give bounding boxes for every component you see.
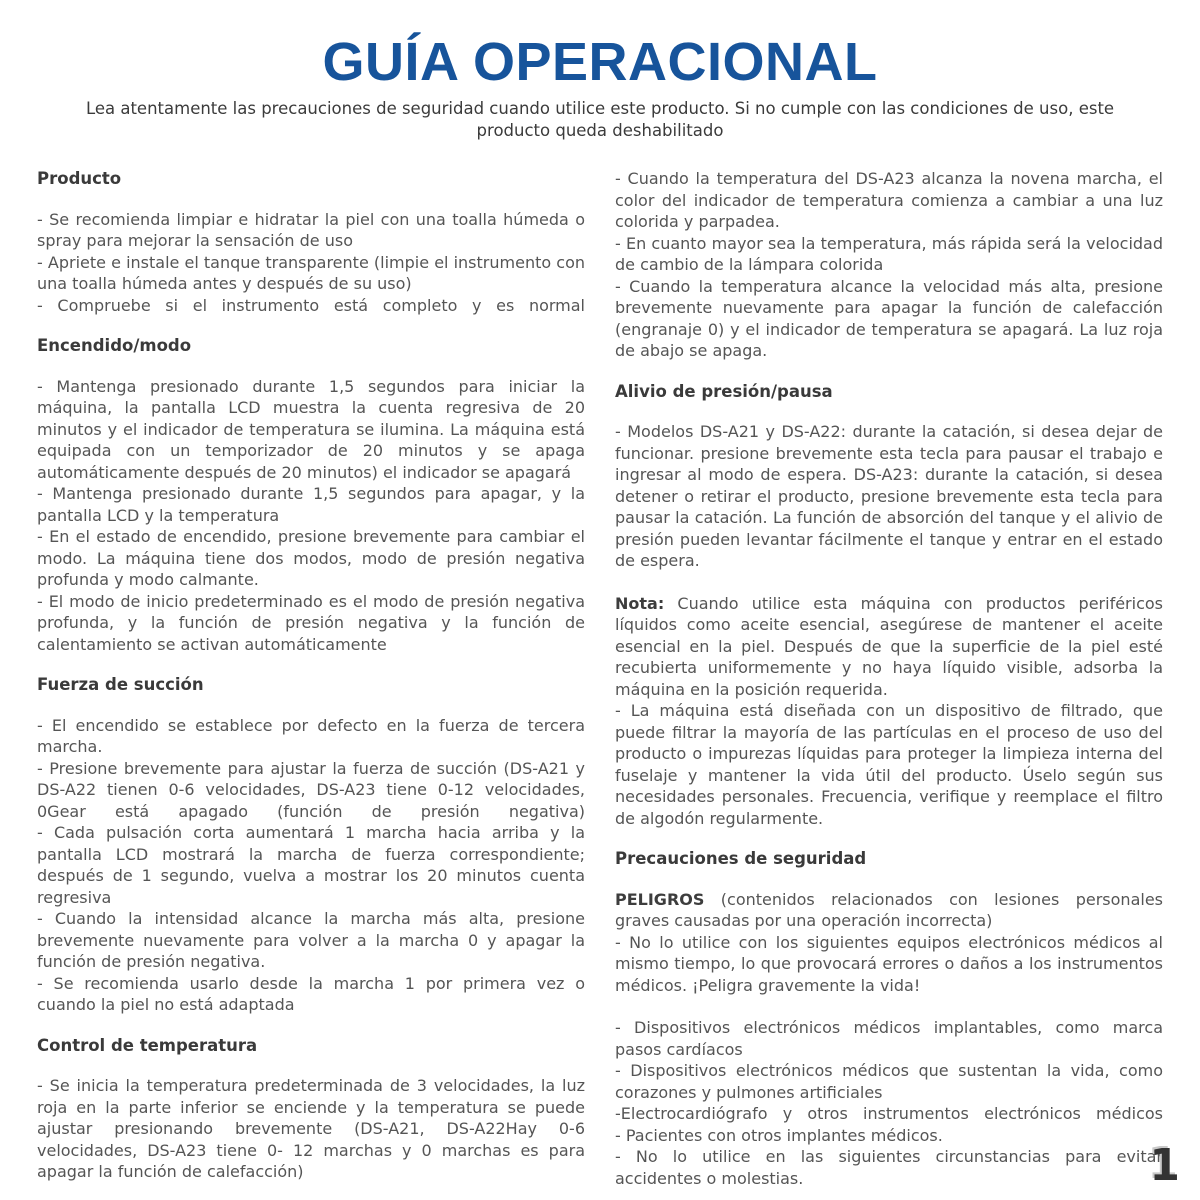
section-heading-producto: Producto: [37, 169, 122, 188]
bullet-paragraph: - Se recomienda limpiar e hidratar la piel con una toalla húmeda o spray para mejorar la sensación de uso: [37, 209, 585, 250]
two-column-body: [0, 141, 1200, 1189]
section-heading-precauciones-seguridad: Precauciones de seguridad: [615, 849, 867, 868]
bullet-paragraph: - Se inicia la temperatura predeterminada de 3 velocidades, la luz roja en la parte inferior se enciende y la temperatura se puede ajustar presionando brevemente (DS-A21, DS-A22Hay 0-6 velocidades, DS-A23 tiene 0- 12 marchas y 0 marchas es para apagar la función de calefacción): [37, 1076, 585, 1181]
bullet-paragraph: - El encendido se establece por defecto en la fuerza de tercera marcha.: [37, 715, 585, 756]
peligros-label: PELIGROS: [615, 889, 705, 909]
bullet-paragraph: - Cuando la temperatura alcance la velocidad más alta, presione brevemente nuevamente para apagar la función de calefacción (engranaje 0) y el indicador de temperatura se apagará. La luz roja de abajo se apaga.: [615, 276, 1163, 360]
section-heading-fuerza-succion: Fuerza de succión: [37, 675, 204, 694]
document-subtitle: Lea atentamente las precauciones de seguridad cuando utilice este producto. Si no cumple con las condiciones de uso, este producto queda deshabilitado: [85, 99, 1115, 140]
bullet-paragraph: - En cuanto mayor sea la temperatura, más rápida será la velocidad de cambio de la lámpara colorida: [615, 233, 1163, 274]
bullet-paragraph: - Modelos DS-A21 y DS-A22: durante la catación, si desea dejar de funcionar. presione brevemente esta tecla para pausar el trabajo e ingresar al modo de espera. DS-A23: durante la catación, si desea detener o retirar el producto, presione brevemente esta tecla para pausar la catación. La función de absorción del tanque y el alivio de presión pueden levantar fácilmente el tanque y entrar en el estado de espera.: [615, 422, 1163, 570]
bullet-paragraph: - Pacientes con otros implantes médicos.: [615, 1125, 943, 1145]
bullet-paragraph: - Dispositivos electrónicos médicos que sustentan la vida, como corazones y pulmones artificiales: [615, 1061, 1163, 1102]
document-title: GUÍA OPERACIONAL: [322, 32, 878, 92]
bullet-paragraph: - En el estado de encendido, presione brevemente para cambiar el modo. La máquina tiene dos modos, modo de presión negativa profunda y modo calmante.: [37, 527, 585, 589]
bullet-paragraph: - La máquina está diseñada con un dispositivo de filtrado, que puede filtrar la mayoría de las partículas en el proceso de uso del producto o impurezas líquidas para proteger la limpieza interna del fuselaje y mantener la vida útil del producto. Úselo según sus necesidades personales. Frecuencia, verifique y reemplace el filtro de algodón regularmente.: [615, 701, 1163, 828]
nota-text: Cuando utilice esta máquina con productos periféricos líquidos como aceite esencial, asegúrese de mantener el aceite esencial en la piel. Después de que la superficie de la piel esté recubierta uniformemente y no haya líquido visible, adsorba la máquina en la posición requerida.: [615, 593, 1164, 699]
nota-paragraph: [615, 593, 1163, 701]
peligros-paragraph: [615, 889, 1163, 932]
bullet-paragraph: - Cuando la temperatura del DS-A23 alcanza la novena marcha, el color del indicador de temperatura comienza a cambiar a una luz colorida y parpadea.: [615, 169, 1163, 231]
bullet-paragraph: - Dispositivos electrónicos médicos implantables, como marca pasos cardíacos: [615, 1018, 1163, 1059]
section-heading-encendido-modo: Encendido/modo: [37, 336, 192, 355]
bullet-paragraph: - Se recomienda usarlo desde la marcha 1 por primera vez o cuando la piel no está adaptada: [37, 973, 585, 1014]
left-column: [37, 168, 585, 1189]
bullet-paragraph: - Apriete e instale el tanque transparente (limpie el instrumento con una toalla húmeda antes y después de su uso): [37, 252, 585, 293]
bullet-paragraph: - El modo de inicio predeterminado es el modo de presión negativa profunda, y la función de presión negativa y la función de calentamiento se activan automáticamente: [37, 591, 585, 654]
bullet-paragraph: - No lo utilice con los siguientes equipos electrónicos médicos al mismo tiempo, lo que provocará errores o daños a los instrumentos médicos. ¡Peligra gravemente la vida!: [615, 932, 1163, 995]
bullet-paragraph: - Cada pulsación corta aumentará 1 marcha hacia arriba y la pantalla LCD mostrará la marcha de fuerza correspondiente; después de 1 segundo, vuelva a mostrar los 20 minutos cuenta regresiva: [37, 823, 585, 907]
peligros-text: (contenidos relacionados con lesiones personales graves causadas por una operación incorrecta): [615, 889, 1163, 930]
bullet-paragraph: - Compruebe si el instrumento está completo y es normal: [37, 295, 585, 315]
bullet-paragraph: -Electrocardiógrafo y otros instrumentos electrónicos médicos: [615, 1104, 1163, 1123]
document-header: [0, 0, 1200, 141]
bullet-paragraph: - Cuando la intensidad alcance la marcha más alta, presione brevemente nuevamente para volver a la marcha 0 y apagar la función de presión negativa.: [37, 909, 585, 971]
bullet-paragraph: - No lo utilice en las siguientes circunstancias para evitar accidentes o molestias.: [615, 1147, 1163, 1188]
bullet-paragraph: - Mantenga presionado durante 1,5 segundos para apagar, y la pantalla LCD y la temperatura: [37, 484, 585, 525]
page-number: 1: [1149, 1140, 1180, 1191]
bullet-paragraph: - Mantenga presionado durante 1,5 segundos para iniciar la máquina, la pantalla LCD muestra la cuenta regresiva de 20 minutos y el indicador de temperatura se ilumina. La máquina está equipada con un temporizador de 20 minutos y se apaga automáticamente después de 20 minutos) el indicador se apagará: [37, 376, 585, 482]
section-heading-alivio-presion-pausa: Alivio de presión/pausa: [615, 381, 833, 401]
bullet-paragraph: - Presione brevemente para ajustar la fuerza de succión (DS-A21 y DS-A22 tienen 0-6 velocidades, DS-A23 tiene 0-12 velocidades, 0Gear está apagado (función de presión negativa): [37, 758, 585, 821]
right-column: [615, 168, 1163, 1189]
nota-label: Nota:: [615, 593, 665, 613]
section-heading-control-temperatura: Control de temperatura: [37, 1035, 258, 1055]
